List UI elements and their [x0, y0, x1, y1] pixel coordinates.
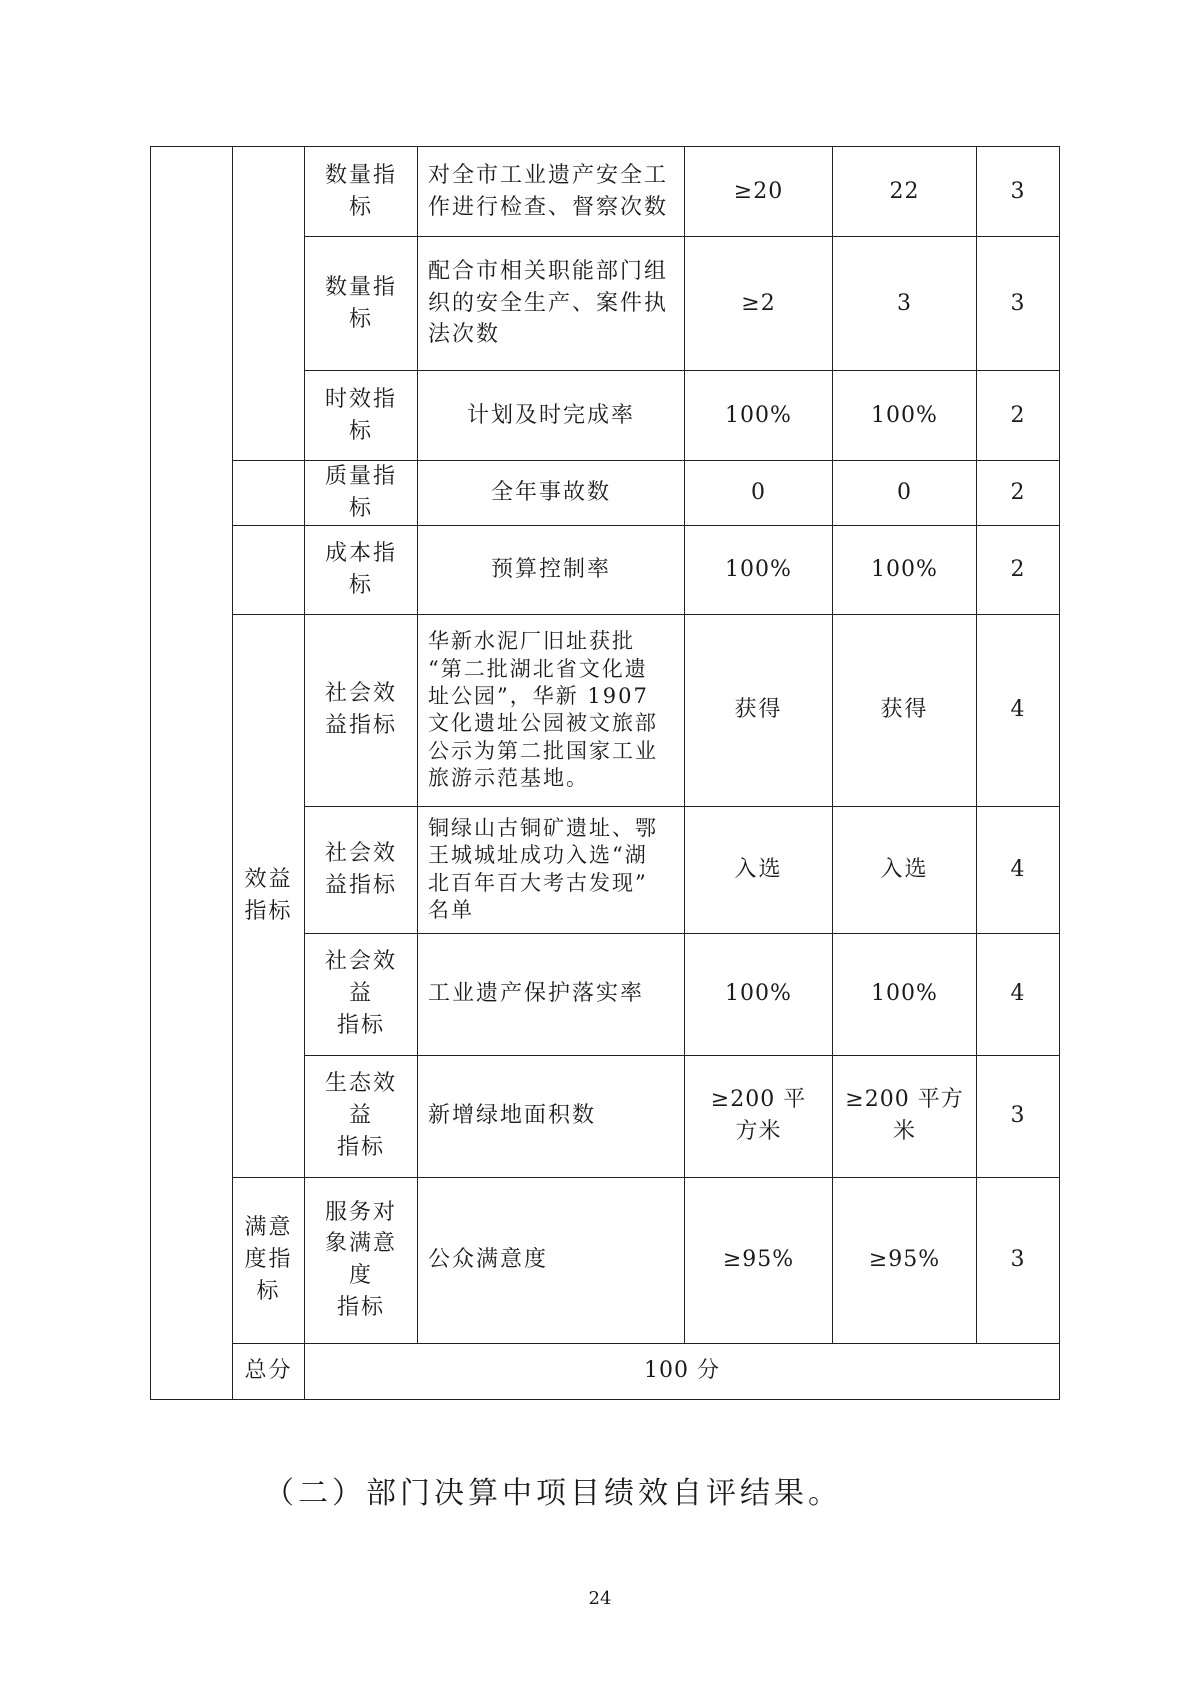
- category-cell-blank: [233, 525, 305, 614]
- indicator-cell: 铜绿山古铜矿遗址、鄂 王城城址成功入选“湖 北百年百大考古发现” 名单: [418, 806, 685, 933]
- table-row: [151, 1177, 1060, 1343]
- target-value-cell: 100%: [685, 933, 833, 1055]
- category-cell-blank: [151, 147, 233, 1400]
- sub-indicator-cell: 生态效 益 指标: [305, 1055, 418, 1177]
- actual-value-cell: 100%: [833, 933, 977, 1055]
- indicator-cell: 全年事故数: [418, 461, 685, 526]
- target-value-cell: 0: [685, 461, 833, 526]
- actual-value-cell: 入选: [833, 806, 977, 933]
- score-cell: 3: [977, 1177, 1060, 1343]
- score-cell: 4: [977, 806, 1060, 933]
- sub-indicator-cell: 服务对 象满意 度 指标: [305, 1177, 418, 1343]
- actual-value-cell: 22: [833, 147, 977, 237]
- sub-indicator-cell: 质量指 标: [305, 461, 418, 526]
- indicator-cell: 工业遗产保护落实率: [418, 933, 685, 1055]
- score-cell: 3: [977, 147, 1060, 237]
- table-row: [151, 614, 1060, 806]
- target-value-cell: ≥200 平 方米: [685, 1055, 833, 1177]
- total-row: [151, 1343, 1060, 1399]
- total-label-cell: 总分: [233, 1343, 305, 1399]
- target-value-cell: ≥20: [685, 147, 833, 237]
- sub-indicator-cell: 数量指 标: [305, 237, 418, 371]
- table-row: [151, 461, 1060, 526]
- actual-value-cell: 100%: [833, 371, 977, 461]
- category-benefit-cell: 效益 指标: [233, 614, 305, 1177]
- sub-indicator-cell: 成本指 标: [305, 525, 418, 614]
- target-value-cell: 获得: [685, 614, 833, 806]
- target-value-cell: 100%: [685, 525, 833, 614]
- section-heading: （二）部门决算中项目绩效自评结果。: [264, 1476, 842, 1511]
- score-cell: 3: [977, 237, 1060, 371]
- indicator-cell: 华新水泥厂旧址获批 “第二批湖北省文化遗 址公园”，华新 1907 文化遗址公园被文旅部 公示为第二批国家工业 旅游示范基地。: [418, 614, 685, 806]
- score-cell: 4: [977, 614, 1060, 806]
- table-row: [151, 525, 1060, 614]
- indicator-cell: 新增绿地面积数: [418, 1055, 685, 1177]
- indicator-cell: 公众满意度: [418, 1177, 685, 1343]
- score-cell: 3: [977, 1055, 1060, 1177]
- indicator-cell: 预算控制率: [418, 525, 685, 614]
- actual-value-cell: 获得: [833, 614, 977, 806]
- target-value-cell: ≥2: [685, 237, 833, 371]
- sub-indicator-cell: 社会效 益指标: [305, 806, 418, 933]
- indicator-cell: 计划及时完成率: [418, 371, 685, 461]
- score-cell: 4: [977, 933, 1060, 1055]
- total-value-cell: 100 分: [305, 1343, 1060, 1399]
- category-satisfaction-cell: 满意 度指 标: [233, 1177, 305, 1343]
- category-cell-blank: [233, 147, 305, 461]
- actual-value-cell: ≥200 平方 米: [833, 1055, 977, 1177]
- sub-indicator-cell: 数量指 标: [305, 147, 418, 237]
- score-cell: 2: [977, 371, 1060, 461]
- target-value-cell: 入选: [685, 806, 833, 933]
- target-value-cell: 100%: [685, 371, 833, 461]
- indicator-cell: 配合市相关职能部门组 织的安全生产、案件执 法次数: [418, 237, 685, 371]
- category-cell-blank: [233, 461, 305, 526]
- sub-indicator-cell: 社会效 益指标: [305, 614, 418, 806]
- score-cell: 2: [977, 525, 1060, 614]
- table-row: [151, 147, 1060, 237]
- actual-value-cell: ≥95%: [833, 1177, 977, 1343]
- actual-value-cell: 3: [833, 237, 977, 371]
- indicator-cell: 对全市工业遗产安全工 作进行检查、督察次数: [418, 147, 685, 237]
- actual-value-cell: 100%: [833, 525, 977, 614]
- page-number: 24: [588, 1588, 612, 1609]
- sub-indicator-cell: 社会效 益 指标: [305, 933, 418, 1055]
- sub-indicator-cell: 时效指 标: [305, 371, 418, 461]
- performance-indicator-table: [150, 146, 1060, 1400]
- actual-value-cell: 0: [833, 461, 977, 526]
- score-cell: 2: [977, 461, 1060, 526]
- target-value-cell: ≥95%: [685, 1177, 833, 1343]
